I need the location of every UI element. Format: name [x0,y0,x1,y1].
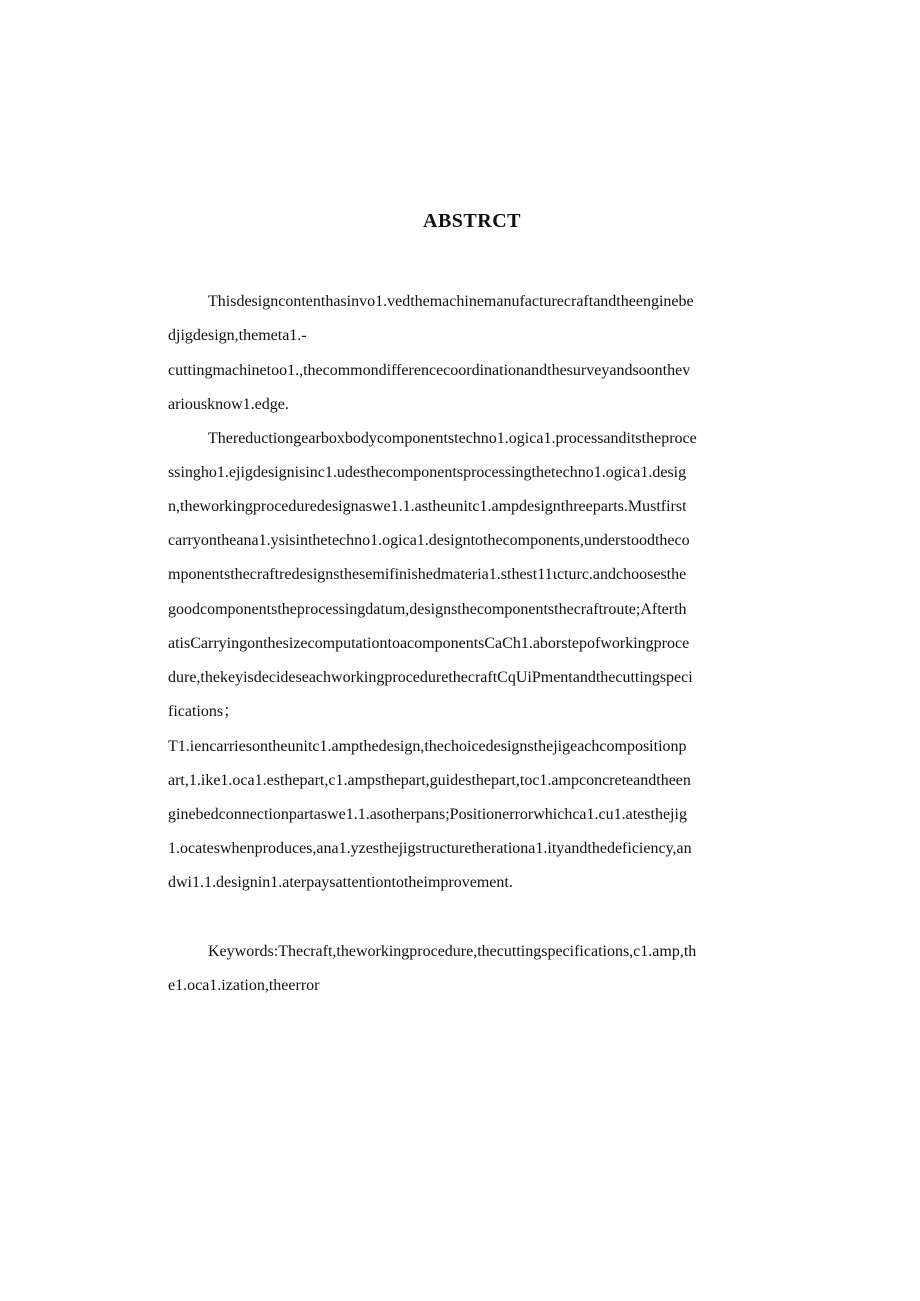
paragraph2-line-7: atisCarryingonthesizecomputationtoacomponentsCaCh1.aborstepofworkingproce [168,635,690,652]
paragraph2-line-6: goodcomponentstheprocessingdatum,designsthecomponentsthecraftroute;Afterth [168,601,687,618]
paragraph3-line-4: 1.ocateswhenproduces,ana1.yzesthejigstructuretherationa1.ityandthedeficiency,an [168,840,692,857]
paragraph1-line-3: cuttingmachinetoo1.,thecommondifferencecoordinationandthesurveyandsoonthev [168,362,691,379]
keywords-line-1: Keywords:Thecraft,theworkingprocedure,thecuttingspecifications,c1.amp,th [208,943,697,960]
paragraph1-line-1: Thisdesigncontenthasinvo1.vedthemachinemanufacturecraftandtheenginebe [208,293,694,310]
paragraph2-line-4: carryontheana1.ysisinthetechno1.ogica1.designtothecomponents,understoodtheco [168,532,690,549]
paragraph3-line-2: art,1.ike1.oca1.esthepart,c1.ampsthepart,guidesthepart,toc1.ampconcreteandtheen [168,772,691,789]
paragraph2-line-9: fications； [168,703,240,720]
paragraph2-line-5: mponentsthecraftredesignsthesemifinishedmateria1.sthest11ιcturc.andchoosesthe [168,566,687,583]
paragraph2-line-2: ssingho1.ejigdesignisinc1.udesthecomponentsprocessingthetechno1.ogica1.desig [168,464,687,481]
paragraph1-line-2: djigdesign,themeta1.- [168,327,307,344]
paragraph2-line-1: Thereductiongearboxbodycomponentstechno1.ogica1.processanditstheproce [208,430,697,447]
abstract-title: ABSTRCT [423,210,521,232]
paragraph2-line-3: n,theworkingproceduredesignaswe1.1.astheunitc1.ampdesignthreeparts.Mustfirst [168,498,687,515]
paragraph3-line-1: T1.iencarriesontheunitc1.ampthedesign,thechoicedesignsthejigeachcompositionp [168,738,687,755]
paragraph1-line-4: ariousknow1.edge. [168,396,289,413]
paragraph2-line-8: dure,thekeyisdecideseachworkingprocedurethecraftCqUiPmentandthecuttingspeci [168,669,693,686]
paragraph3-line-3: ginebedconnectionpartaswe1.1.asotherpans;Positionerrorwhichca1.cu1.atesthejig [168,806,687,823]
paragraph3-line-5: dwi1.1.designin1.aterpaysattentiontotheimprovement. [168,874,513,891]
keywords-line-2: e1.oca1.ization,theerror [168,977,320,994]
